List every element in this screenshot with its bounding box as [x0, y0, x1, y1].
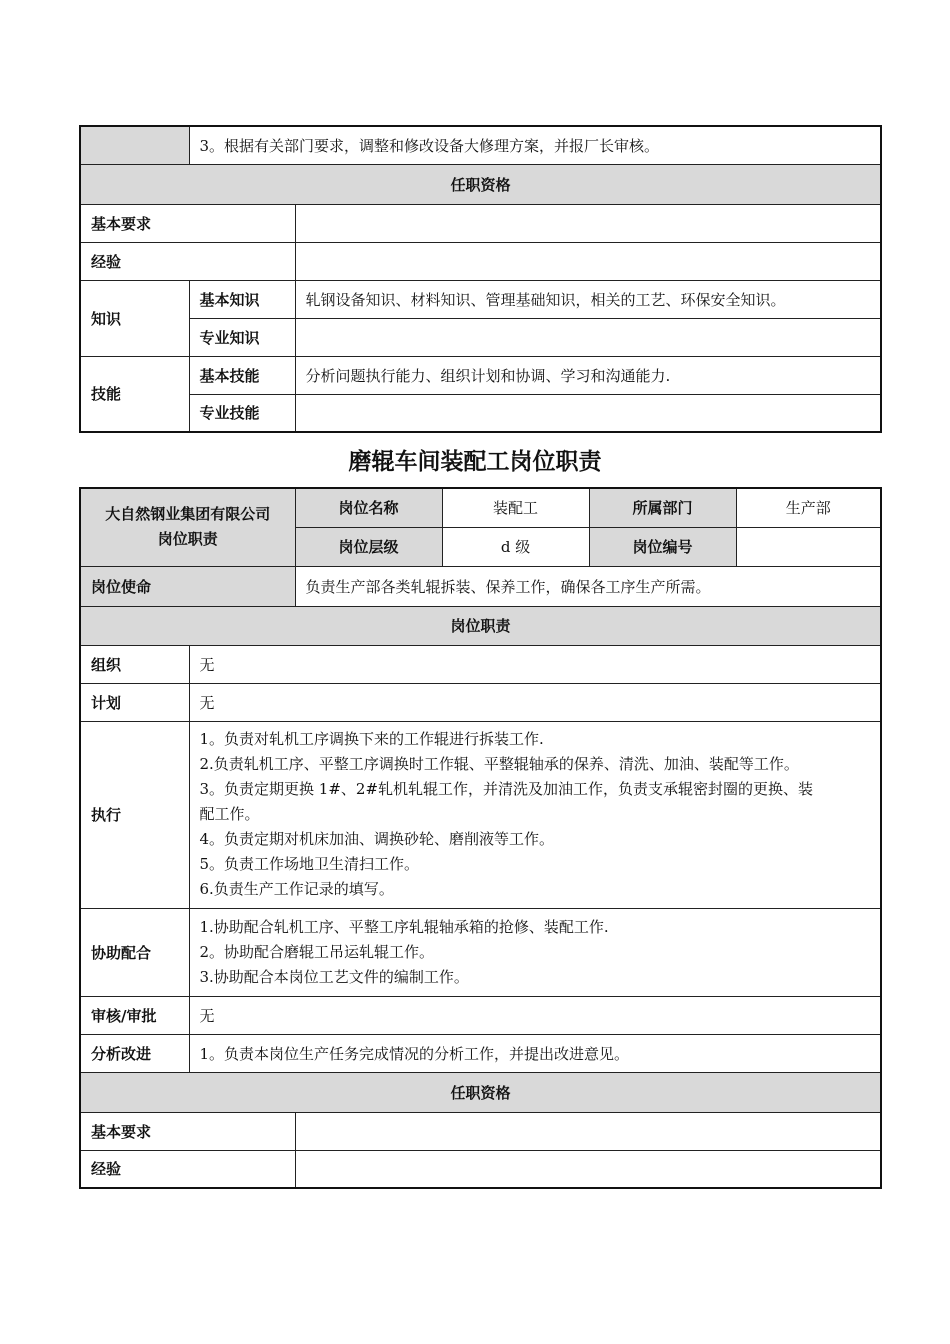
empty-label-cell — [80, 126, 189, 164]
execution-item: 4。负责定期对机床加油、调换砂轮、磨削液等工作。 — [199, 830, 555, 848]
basic-requirement-value — [295, 204, 881, 242]
analysis-label: 分析改进 — [80, 1034, 189, 1072]
basic-knowledge-label: 基本知识 — [189, 280, 295, 318]
top-qualification-table — [79, 125, 882, 433]
section-title-qualification: 任职资格 — [80, 164, 881, 204]
analysis-value: 1。负责本岗位生产任务完成情况的分析工作，并提出改进意见。 — [189, 1034, 881, 1072]
post-level-label: 岗位层级 — [295, 527, 442, 566]
section-title-duties: 岗位职责 — [80, 606, 881, 645]
pro-knowledge-label: 专业知识 — [189, 318, 295, 356]
experience-value — [295, 242, 881, 280]
job-description-table — [79, 487, 882, 1189]
review-label: 审核/审批 — [80, 996, 189, 1034]
execution-item: 5。负责工作场地卫生清扫工作。 — [199, 855, 420, 873]
post-number-value — [736, 527, 881, 566]
assist-label: 协助配合 — [80, 908, 189, 996]
experience-value-2 — [295, 1150, 881, 1188]
organization-value: 无 — [189, 645, 881, 683]
company-header-cell — [80, 488, 295, 566]
planning-label: 计划 — [80, 683, 189, 721]
department-value: 生产部 — [736, 488, 881, 527]
basic-skills-label: 基本技能 — [189, 356, 295, 394]
document-title: 磨辊车间装配工岗位职责 — [348, 449, 602, 475]
execution-item: 6.负责生产工作记录的填写。 — [199, 880, 394, 898]
basic-requirement-label-2: 基本要求 — [80, 1112, 295, 1150]
knowledge-label: 知识 — [80, 280, 189, 356]
post-level-value: d 级 — [442, 527, 589, 566]
execution-item: 1。负责对轧机工序调换下来的工作辊进行拆装工作. — [199, 730, 544, 748]
post-number-label: 岗位编号 — [589, 527, 736, 566]
pro-knowledge-value — [295, 318, 881, 356]
post-name-value: 装配工 — [442, 488, 589, 527]
company-name: 大自然钢业集团有限公司 — [105, 505, 271, 524]
planning-value: 无 — [189, 683, 881, 721]
basic-skills-value: 分析问题执行能力、组织计划和协调、学习和沟通能力. — [295, 356, 881, 394]
execution-label: 执行 — [80, 721, 189, 908]
execution-item: 2.负责轧机工序、平整工序调换时工作辊、平整辊轴承的保养、清洗、加油、装配等工作。 — [199, 755, 799, 773]
execution-list — [189, 721, 881, 908]
mission-label: 岗位使命 — [80, 566, 295, 606]
execution-item: 配工作。 — [199, 805, 260, 823]
pro-skills-value — [295, 394, 881, 432]
section-title-qualification-2: 任职资格 — [80, 1072, 881, 1112]
basic-knowledge-value: 轧钢设备知识、材料知识、管理基础知识，相关的工艺、环保安全知识。 — [295, 280, 881, 318]
equipment-overhaul-duty: 3。根据有关部门要求，调整和修改设备大修理方案，并报厂长审核。 — [189, 126, 881, 164]
basic-requirement-label: 基本要求 — [80, 204, 295, 242]
post-name-label: 岗位名称 — [295, 488, 442, 527]
experience-label-2: 经验 — [80, 1150, 295, 1188]
company-subtitle: 岗位职责 — [157, 530, 218, 549]
assist-item: 3.协助配合本岗位工艺文件的编制工作。 — [199, 967, 469, 986]
experience-label: 经验 — [80, 242, 295, 280]
organization-label: 组织 — [80, 645, 189, 683]
pro-skills-label: 专业技能 — [189, 394, 295, 432]
assist-item: 1.协助配合轧机工序、平整工序轧辊轴承箱的抢修、装配工作. — [199, 917, 609, 936]
mission-value: 负责生产部各类轧辊拆装、保养工作，确保各工序生产所需。 — [295, 566, 881, 606]
assist-list — [189, 908, 881, 996]
skills-label: 技能 — [80, 356, 189, 432]
assist-item: 2。协助配合磨辊工吊运轧辊工作。 — [199, 942, 435, 961]
department-label: 所属部门 — [589, 488, 736, 527]
basic-requirement-value-2 — [295, 1112, 881, 1150]
review-value: 无 — [189, 996, 881, 1034]
execution-item: 3。负责定期更换 1#、2#轧机轧辊工作，并清洗及加油工作，负责支承辊密封圈的更换、装 — [199, 780, 814, 798]
